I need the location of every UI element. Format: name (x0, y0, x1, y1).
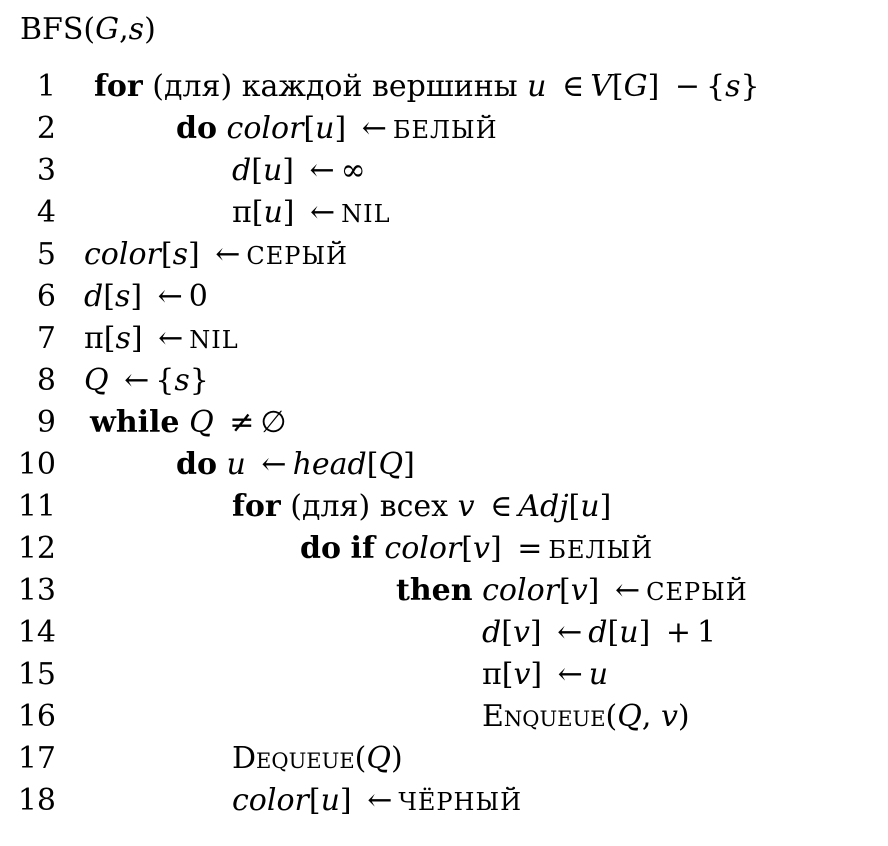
pseudocode-page: BFS(G,s) 1 for (для) каждой вершины u ∈ V[G] − {s} 2 do color[u] ← БЕЛЫЙ 3 d[u] ← ∞ 4 π[u] ← NIL 5 color[s] ← СЕРЫЙ 6 d[s] ← 0 7 π[s] ← NIL 8 Q ← {s} 9 while Q ≠ ∅ 10 do u ← head[Q] 11 for (для) всех v ∈ Adj[u] 12 do if color[v] = БЕЛЫЙ 13 then color[v] ← СЕРЫЙ 14 d[v] ← d[u] + 1 15 π[v] ← u 16 Enqueue(Q, v) 17 Dequeue(Q) 18 color[u] ← ЧЁРНЫЙ (0, 0, 888, 846)
line-number: 8 (36, 363, 56, 398)
line-number: 15 (17, 657, 56, 692)
line-number: 1 (36, 69, 56, 104)
line-number: 16 (17, 699, 56, 734)
line-number: 14 (17, 615, 56, 650)
line-number: 18 (17, 783, 56, 818)
line-number: 17 (17, 741, 56, 776)
line-number: 11 (17, 489, 56, 524)
line-number: 3 (36, 153, 56, 188)
procedure-header: BFS(G,s) (20, 12, 156, 47)
line-number: 6 (36, 279, 56, 314)
line-number: 10 (17, 447, 56, 482)
line-number: 4 (36, 195, 56, 230)
line-number: 9 (36, 405, 56, 440)
line-number: 13 (17, 573, 56, 608)
line-number: 7 (36, 321, 56, 356)
procedure-name: BFS (20, 12, 84, 47)
line-number: 5 (36, 237, 56, 272)
line-number: 2 (36, 111, 56, 146)
line-number: 12 (17, 531, 56, 566)
